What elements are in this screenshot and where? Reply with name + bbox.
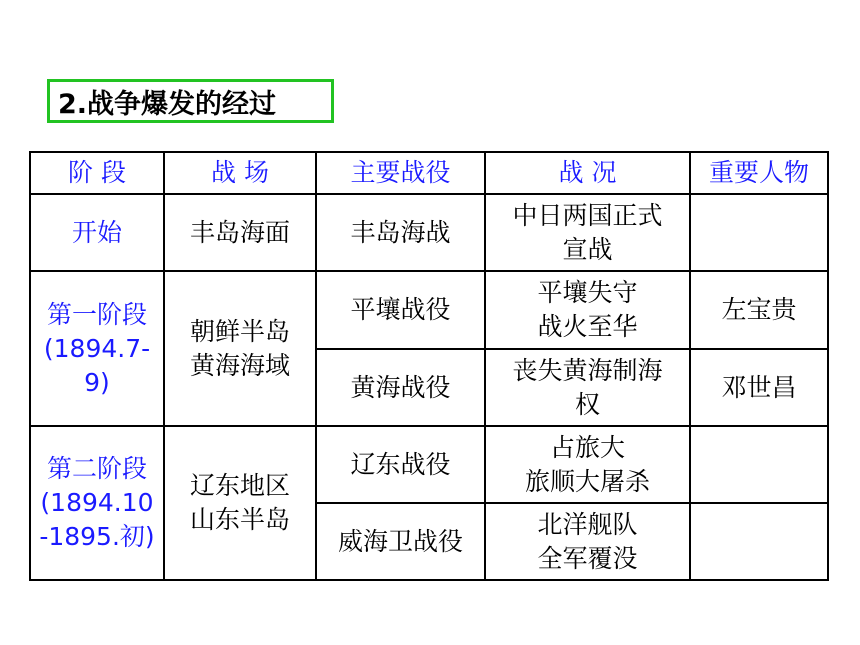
- battle-cell: 黄海战役: [316, 349, 485, 426]
- person-cell: 邓世昌: [690, 349, 828, 426]
- table-row: [30, 426, 828, 503]
- person-cell: [690, 503, 828, 580]
- header-situation: 战 况: [485, 152, 690, 194]
- table-header-row: [30, 152, 828, 194]
- person-cell: 左宝贵: [690, 271, 828, 349]
- situation-cell: 平壤失守 战火至华: [485, 271, 690, 349]
- header-battle: 主要战役: [316, 152, 485, 194]
- situation-cell: 丧失黄海制海 权: [485, 349, 690, 426]
- section-title-text: 2.战争爆发的经过: [58, 88, 277, 120]
- battle-cell: 丰岛海战: [316, 194, 485, 271]
- stage-cell: 第二阶段 (1894.10 -1895.初): [30, 426, 164, 580]
- battlefield-cell: 丰岛海面: [164, 194, 316, 271]
- situation-cell: 中日两国正式 宣战: [485, 194, 690, 271]
- battle-cell: 辽东战役: [316, 426, 485, 503]
- table-row: [30, 194, 828, 271]
- person-cell: [690, 426, 828, 503]
- person-cell: [690, 194, 828, 271]
- stage-cell: 开始: [30, 194, 164, 271]
- header-battlefield: 战 场: [164, 152, 316, 194]
- stage-cell: 第一阶段 (1894.7- 9): [30, 271, 164, 426]
- battlefield-cell: 朝鲜半岛 黄海海域: [164, 271, 316, 426]
- table-row: [30, 271, 828, 349]
- header-person: 重要人物: [690, 152, 828, 194]
- situation-cell: 占旅大 旅顺大屠杀: [485, 426, 690, 503]
- battlefield-cell: 辽东地区 山东半岛: [164, 426, 316, 580]
- situation-cell: 北洋舰队 全军覆没: [485, 503, 690, 580]
- war-stages-table: [29, 151, 829, 581]
- battle-cell: 平壤战役: [316, 271, 485, 349]
- header-stage: 阶 段: [30, 152, 164, 194]
- section-title: [47, 79, 334, 123]
- battle-cell: 威海卫战役: [316, 503, 485, 580]
